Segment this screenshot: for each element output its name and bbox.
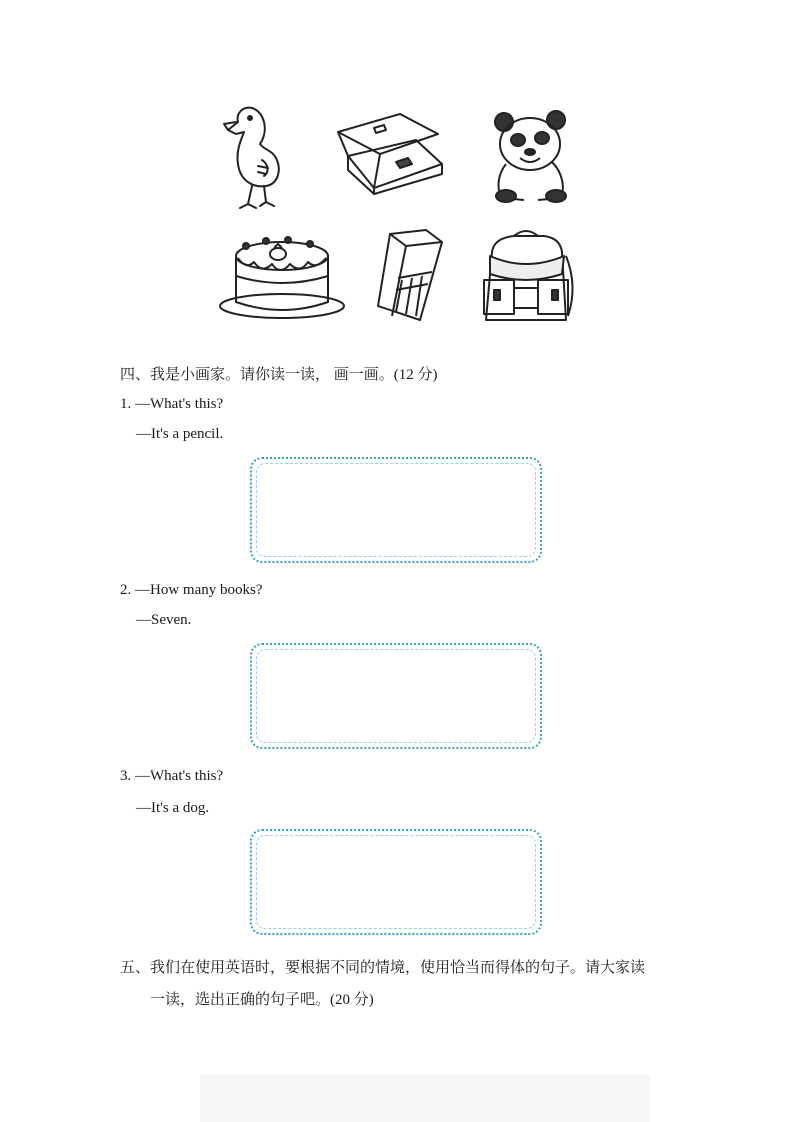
school-bag-drawing [474,226,580,328]
answer-2: —Seven. [136,612,192,628]
section5-heading-line2: 一读，选出正确的句子吧。(20 分) [150,992,374,1008]
panda-drawing [490,108,572,204]
question-3: 3. —What's this? [120,768,224,784]
pencil-box-drawing [334,112,446,196]
answer-3: —It's a dog. [136,800,210,816]
cake-drawing [216,232,348,322]
drawing-area-2[interactable] [250,643,542,749]
answer-1: —It's a pencil. [136,426,224,442]
book-drawing [376,228,448,324]
drawing-area-3[interactable] [250,829,542,935]
section5-heading-line1: 五、我们在使用英语时，要根据不同的情境，使用恰当而得体的句子。请大家读 [120,960,646,976]
drawing-area-1[interactable] [250,457,542,563]
next-section-placeholder [200,1075,650,1122]
section4-heading: 四、我是小画家。请你读一读， 画一画。(12 分) [120,367,438,383]
question-1: 1. —What's this? [120,396,224,412]
duck-drawing [222,100,284,212]
question-2: 2. —How many books? [120,582,263,598]
